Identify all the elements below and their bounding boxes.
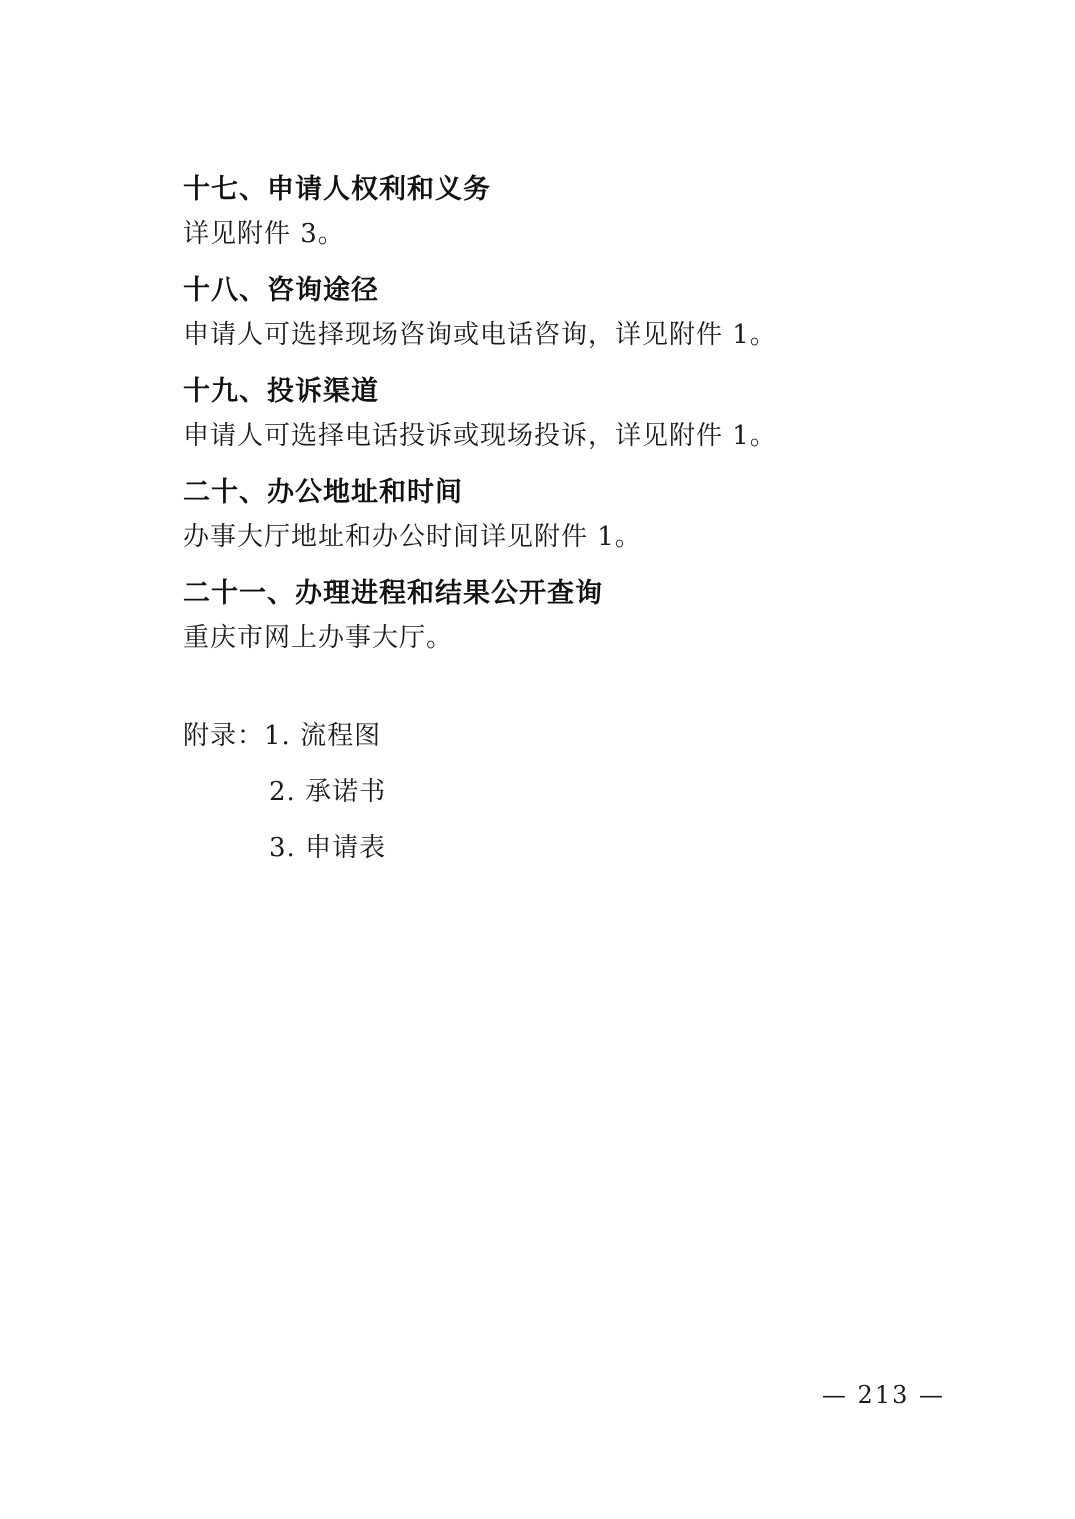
document-body	[183, 176, 883, 891]
page-number: — 213 —	[821, 1381, 945, 1409]
section-body-18: 申请人可选择现场咨询或电话咨询，详见附件 1。	[183, 320, 777, 350]
section-heading-19: 十九、投诉渠道	[183, 376, 379, 407]
section-heading-21: 二十一、办理进程和结果公开查询	[183, 578, 603, 609]
section-body-21: 重庆市网上办事大厅。	[183, 623, 454, 653]
section-heading-20: 二十、办公地址和时间	[183, 477, 463, 508]
appendix-block	[183, 723, 883, 861]
appendix-line-3: 3. 申请表	[269, 833, 387, 863]
appendix-line-1: 附录：1. 流程图	[183, 721, 382, 751]
section-body-20: 办事大厅地址和办公时间详见附件 1。	[183, 522, 642, 552]
appendix-line-2: 2. 承诺书	[269, 777, 387, 807]
section-heading-17: 十七、申请人权利和义务	[183, 174, 491, 205]
section-body-17: 详见附件 3。	[183, 219, 345, 249]
section-heading-18: 十八、咨询途径	[183, 275, 379, 306]
section-body-19: 申请人可选择电话投诉或现场投诉，详见附件 1。	[183, 421, 777, 451]
